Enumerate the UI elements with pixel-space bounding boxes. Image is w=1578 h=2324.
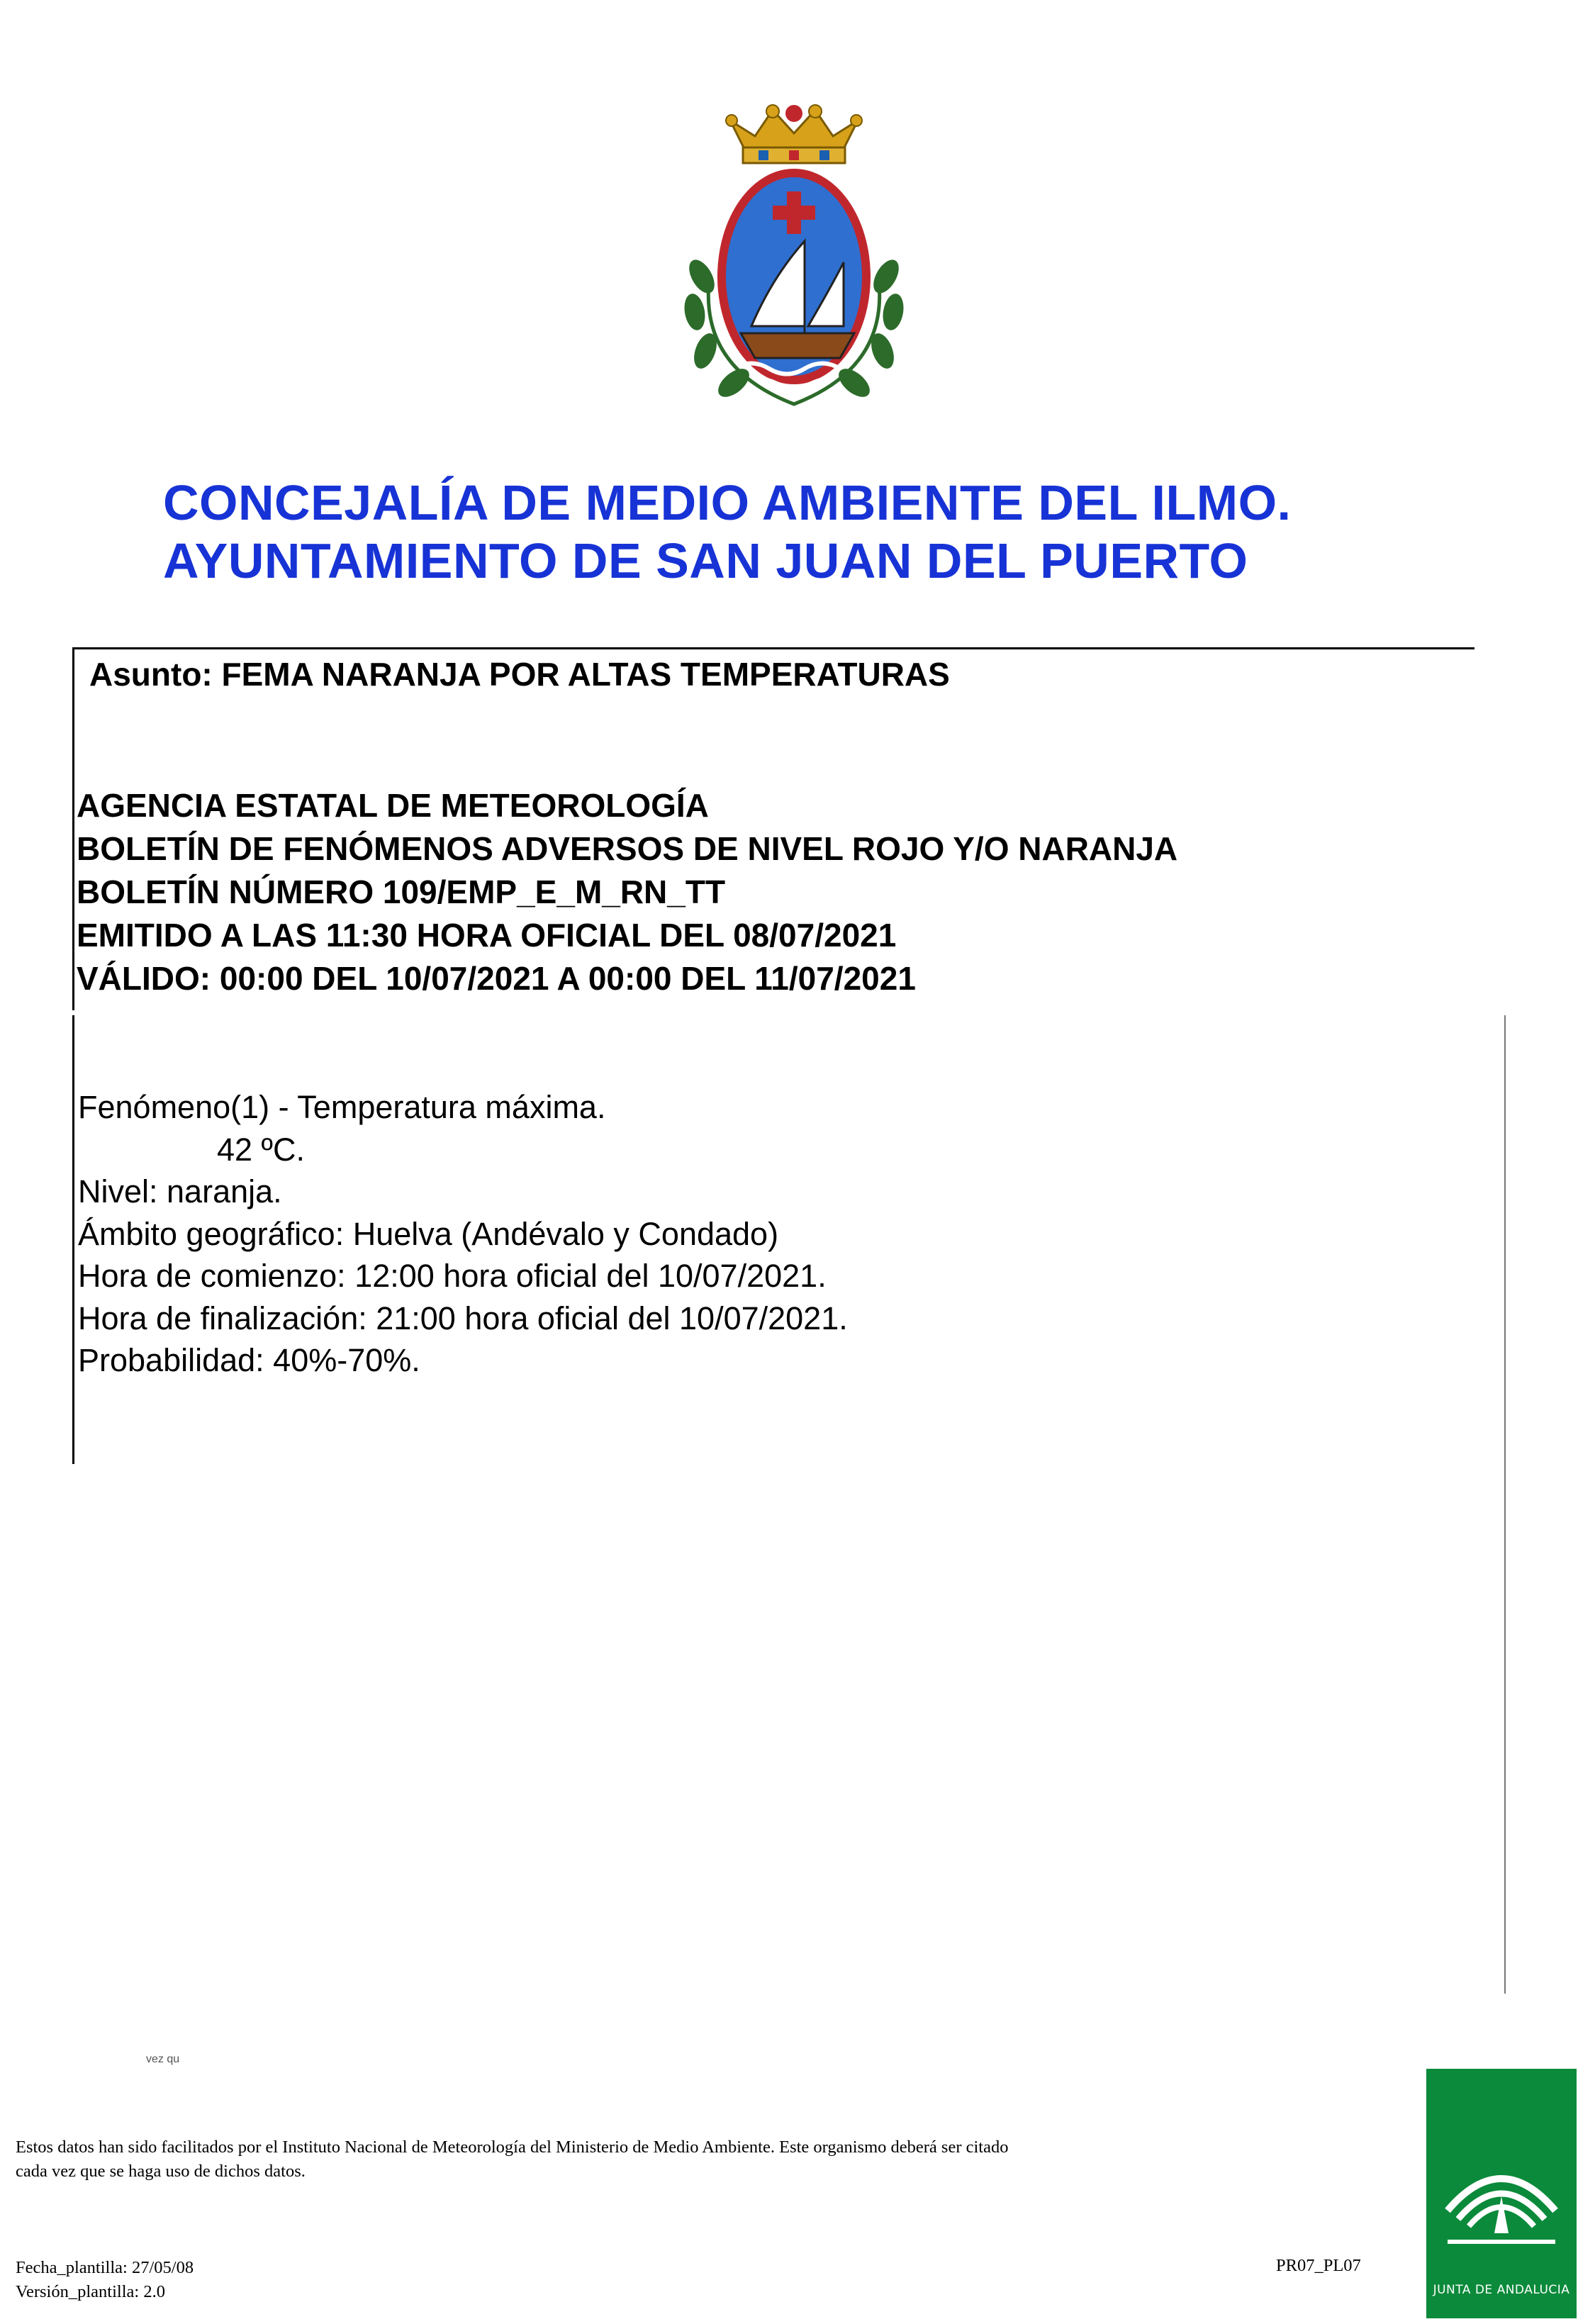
phenomenon-start: Hora de comienzo: 12:00 hora oficial del 10/07/2021.: [78, 1258, 827, 1294]
template-date: Fecha_plantilla: 27/05/08: [16, 2258, 194, 2277]
phenomenon-area: Ámbito geográfico: Huelva (Andévalo y Condado): [78, 1215, 779, 1252]
phenomenon-details: [78, 1086, 848, 1382]
footer-note-line-1: Estos datos han sido facilitados por el Instituto Nacional de Meteorología del Ministerio de Medio Ambiente. Este organismo deberá ser citado: [16, 2138, 1009, 2157]
bulletin-issued: EMITIDO A LAS 11:30 HORA OFICIAL DEL 08/07/2021: [77, 917, 897, 954]
frame-right-border: [1504, 1015, 1506, 1994]
subject-line: Asunto: FEMA NARANJA POR ALTAS TEMPERATURAS: [89, 656, 950, 693]
footer-note-line-2: cada vez que se haga uso de dichos datos.: [16, 2162, 306, 2181]
stray-text: vez qu: [146, 2053, 180, 2065]
junta-logo-text: JUNTA DE ANDALUCIA: [1433, 2283, 1570, 2297]
coat-of-arms-icon: [673, 71, 914, 411]
title-line-2: AYUNTAMIENTO DE SAN JUAN DEL PUERTO: [163, 533, 1248, 588]
bulletin-agency: AGENCIA ESTATAL DE METEOROLOGÍA: [77, 787, 709, 824]
footer-note: [16, 2135, 1221, 2184]
bulletin-header: [77, 784, 1177, 1000]
frame-top-border: [72, 647, 1475, 649]
title-line-1: CONCEJALÍA DE MEDIO AMBIENTE DEL ILMO.: [163, 475, 1292, 530]
bulletin-type: BOLETÍN DE FENÓMENOS ADVERSOS DE NIVEL ROJO Y/O NARANJA: [77, 830, 1178, 867]
phenomenon-name: Fenómeno(1) - Temperatura máxima.: [78, 1089, 606, 1125]
bulletin-number: BOLETÍN NÚMERO 109/EMP_E_M_RN_TT: [77, 873, 726, 910]
phenomenon-end: Hora de finalización: 21:00 hora oficial del 10/07/2021.: [78, 1300, 848, 1336]
frame-left-border-lower: [72, 1015, 74, 1464]
page-title: [163, 474, 1496, 590]
phenomenon-probability: Probabilidad: 40%-70%.: [78, 1342, 420, 1378]
junta-de-andalucia-logo-icon: [1426, 2069, 1577, 2318]
phenomenon-level: Nivel: naranja.: [78, 1173, 282, 1210]
template-version: Versión_plantilla: 2.0: [16, 2282, 165, 2301]
template-meta: [16, 2256, 194, 2304]
template-code: PR07_PL07: [1276, 2256, 1361, 2275]
bulletin-valid: VÁLIDO: 00:00 DEL 10/07/2021 A 00:00 DEL 11/07/2021: [77, 960, 916, 997]
frame-left-border: [72, 647, 74, 1010]
phenomenon-value: 42 ºC.: [217, 1131, 305, 1168]
